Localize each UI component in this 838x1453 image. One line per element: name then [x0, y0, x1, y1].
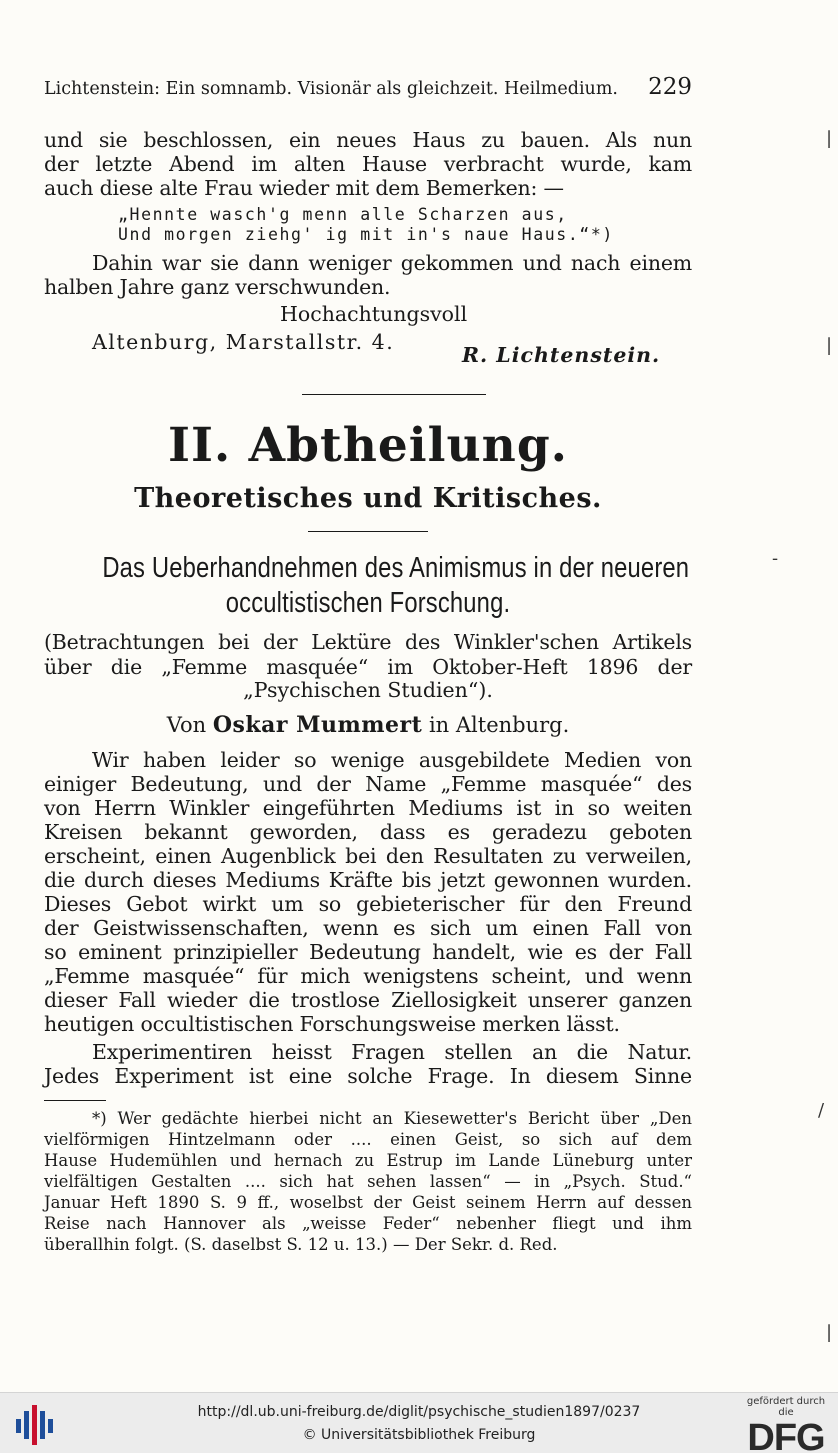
section-heading: II. Abtheilung. [167, 418, 569, 473]
body-line: Experimentiren heisst Fragen stellen an die Natur. [92, 1040, 692, 1064]
page-number: 229 [648, 74, 692, 100]
viewer-footer [0, 1392, 838, 1453]
body-line: heutigen occultistischen Forschungsweise merken lässt. [44, 1012, 620, 1036]
body-line: von Herrn Winkler eingeführten Mediums ist in so weiten [44, 796, 692, 820]
article-title: Das Ueberhandnehmen des Animismus in der neueren [102, 552, 690, 584]
body-line: Dieses Gebot wirkt um so gebieterischer für den Freund [44, 892, 692, 916]
body-line: Wir haben leider so wenige ausgebildete Medien von [92, 748, 692, 772]
scan-mark: | [826, 1322, 833, 1343]
running-header [44, 74, 692, 100]
dfg-caption: gefördert durch die [746, 1396, 826, 1418]
dfg-logo [740, 1396, 832, 1452]
article-subtitle-line: über die „Femme masquée“ im Oktober-Heft 1896 der [44, 655, 692, 679]
letter-signature: R. Lichtenstein. [462, 343, 661, 367]
poem-line: Und morgen ziehg' ig mit in's naue Haus.“*) [118, 225, 614, 244]
body-line: dieser Fall wieder die trostlose Ziellosigkeit unserer ganzen [44, 988, 692, 1012]
scan-mark: / [818, 1100, 825, 1121]
footnote-line: vielfältigen Gestalten .... sich hat sehen lassen“ — in „Psych. Stud.“ [44, 1172, 692, 1191]
footnote-line: Januar Heft 1890 S. 9 ff., woselbst der Geist seinem Herrn auf dessen [44, 1193, 692, 1212]
letter-line: halben Jahre ganz verschwunden. [44, 275, 391, 299]
scan-mark: - [772, 548, 779, 569]
copyright-notice: © Universitätsbibliothek Freiburg [302, 1427, 536, 1443]
separator-rule [308, 531, 428, 532]
body-line: die durch dieses Mediums Kräfte bis jetzt gewonnen wurden. [44, 868, 692, 892]
body-line: „Femme masquée“ für mich wenigstens scheint, und wenn [44, 964, 692, 988]
body-line: Kreisen bekannt geworden, dass es geradezu geboten [44, 820, 692, 844]
footnote-line: Hause Hudemühlen und hernach zu Estrup im Lande Lüneburg unter [44, 1151, 692, 1170]
letter-line: Dahin war sie dann weniger gekommen und nach einem [92, 251, 692, 275]
article-subtitle-line: „Psychischen Studien“). [243, 678, 493, 702]
footnote-rule [44, 1100, 106, 1101]
separator-rule [302, 394, 486, 395]
footnote-line: *) Wer gedächte hierbei nicht an Kiesewetter's Bericht über „Den [92, 1109, 692, 1128]
byline-prefix: Von [166, 713, 207, 737]
footnote-line: vielförmigen Hintzelmann oder .... einen Geist, so sich auf dem [44, 1130, 692, 1149]
letter-line: und sie beschlossen, ein neues Haus zu bauen. Als nun [44, 128, 692, 152]
article-subtitle-line: (Betrachtungen bei der Lektüre des Winkler'schen Artikels [44, 630, 692, 654]
byline-author: Oskar Mummert [212, 712, 423, 738]
dfg-wordmark: DFG [747, 1417, 825, 1453]
body-line: so eminent prinzipieller Bedeutung handelt, wie es der Fall [44, 940, 692, 964]
byline [44, 712, 692, 738]
body-line: einiger Bedeutung, und der Name „Femme masquée“ des [44, 772, 692, 796]
scan-mark: | [826, 128, 833, 149]
footnote-line: überallhin folgt. (S. daselbst S. 12 u. 13.) — Der Sekr. d. Red. [44, 1235, 558, 1254]
section-subheading: Theoretisches und Kritisches. [134, 483, 602, 514]
permalink-url[interactable]: http://dl.ub.uni-freiburg.de/diglit/psychische_studien1897/0237 [197, 1404, 641, 1420]
footnote-line: Reise nach Hannover als „weisse Feder“ nebenher fliegt und ihm [44, 1214, 692, 1233]
body-line: der Geistwissenschaften, wenn es sich um einen Fall von [44, 916, 692, 940]
running-title: Lichtenstein: Ein somnamb. Visionär als gleichzeit. Heilmedium. [44, 79, 618, 99]
article-title-cont: occultistischen Forschung. [225, 587, 511, 619]
body-line: erscheint, einen Augenblick bei den Resultaten zu verweilen, [44, 844, 692, 868]
scan-mark: | [826, 335, 833, 356]
byline-suffix: in Altenburg. [428, 713, 570, 737]
body-line: Jedes Experiment ist eine solche Frage. In diesem Sinne [44, 1064, 692, 1088]
poem-line: „Hennte wasch'g menn alle Scharzen aus, [118, 205, 568, 224]
letter-line: auch diese alte Frau wieder mit dem Bemerken: — [44, 176, 564, 200]
letter-line: der letzte Abend im alten Hause verbracht wurde, kam [44, 152, 692, 176]
closing-salutation: Hochachtungsvoll [280, 302, 468, 326]
letter-place: Altenburg, Marstallstr. 4. [92, 330, 395, 354]
